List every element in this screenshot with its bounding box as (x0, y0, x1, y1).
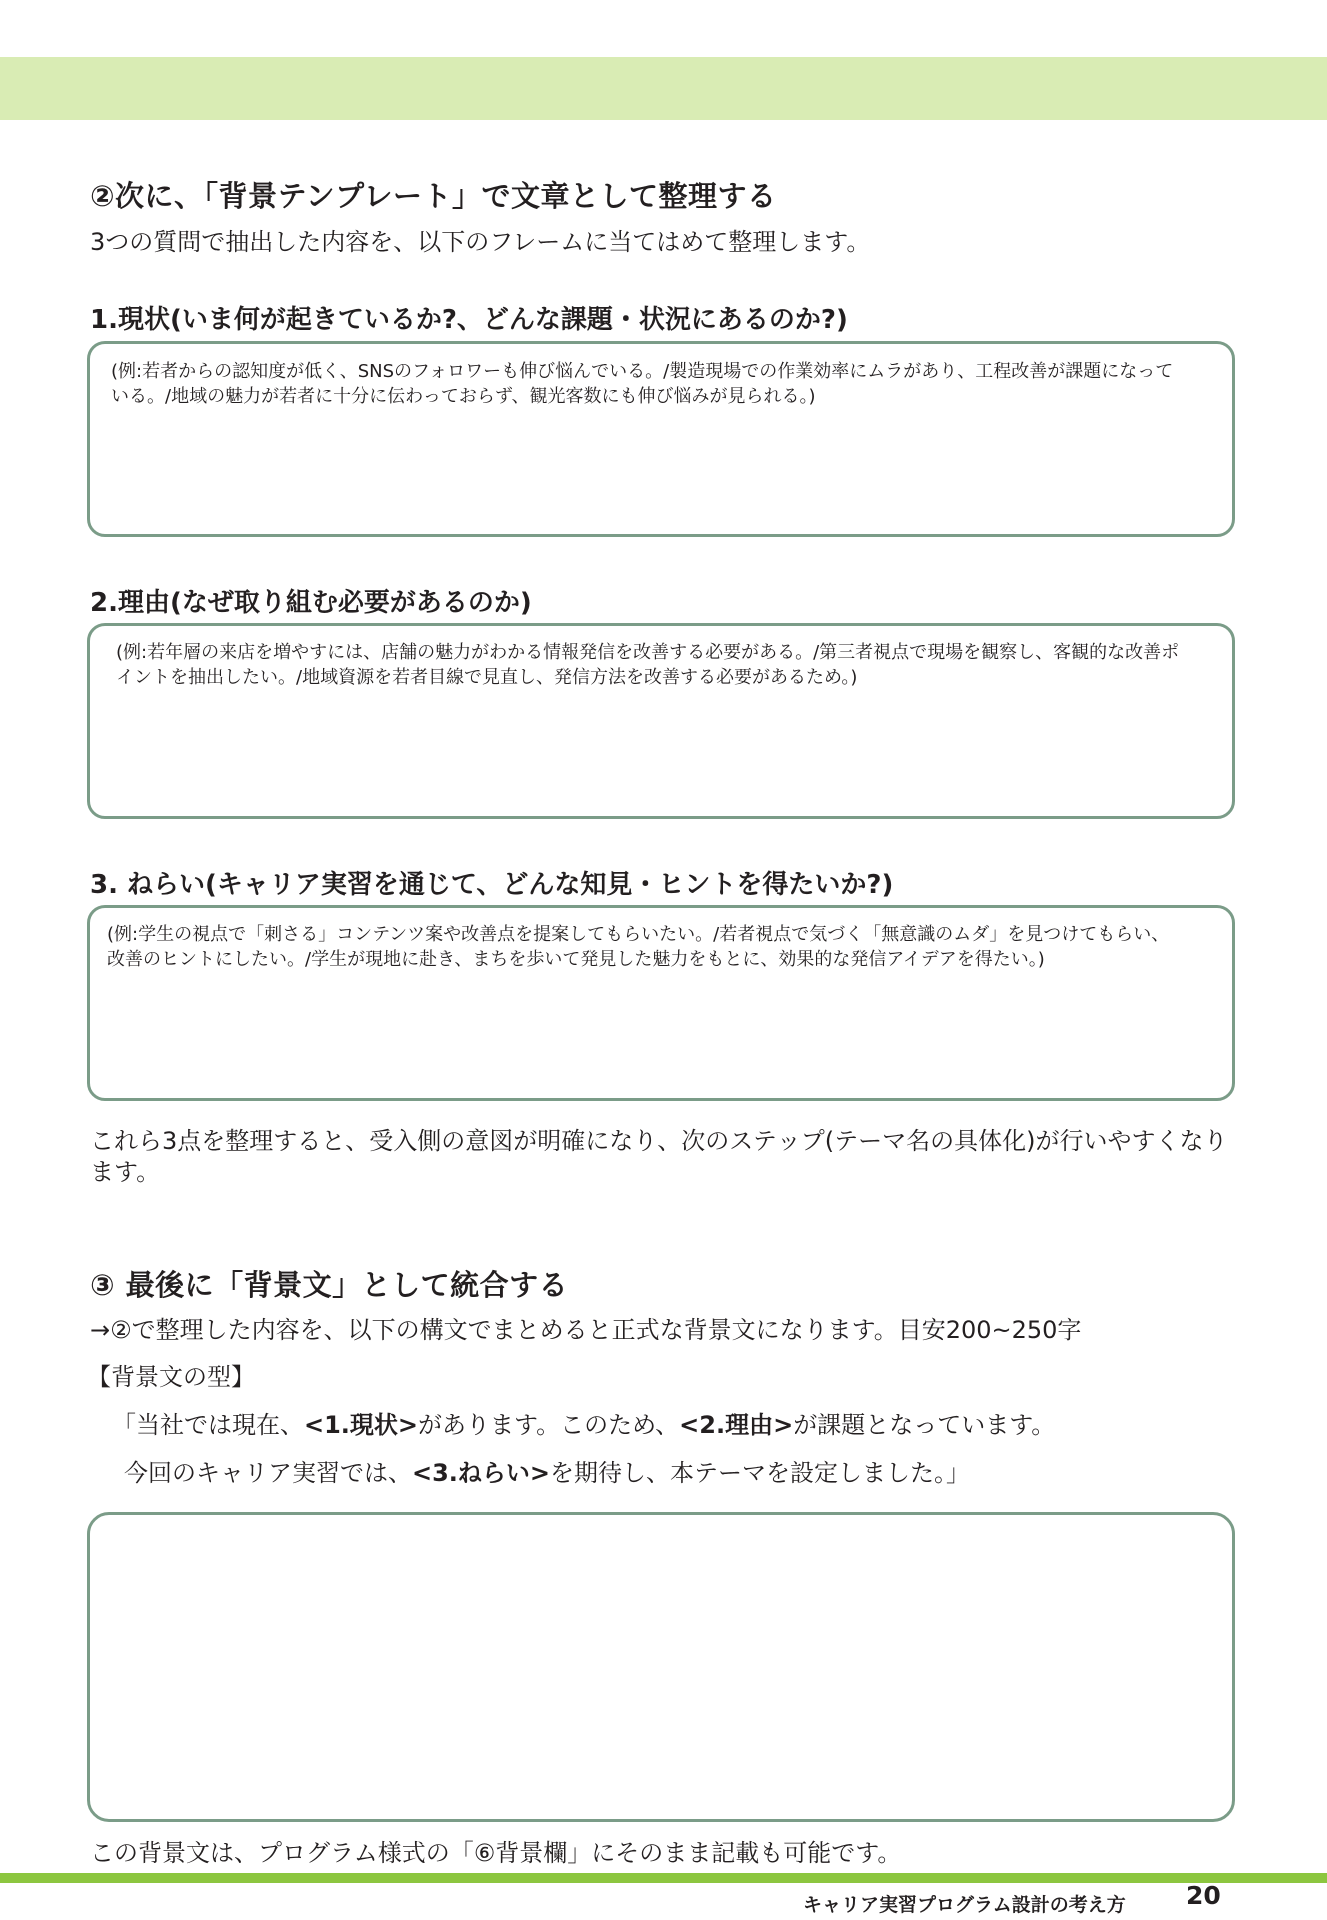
item1-example-text: (例:若者からの認知度が低く、SNSのフォロワーも伸び悩んでいる。/製造現場での作業効率にムラがあり、工程改善が課題になっている。/地域の魅力が若者に十分に伝わっておらず、観光客数にも伸び悩みが見られる。) (111, 361, 1174, 407)
background-statement-input-box[interactable] (87, 1512, 1235, 1822)
step3-intro: →②で整理した内容を、以下の構文でまとめると正式な背景文になります。目安200~250字 (90, 1316, 1082, 1344)
template-line1-part1: 「当社では現在、 (112, 1411, 304, 1439)
item3-heading: 3. ねらい(キャリア実習を通じて、どんな知見・ヒントを得たいか?) (90, 870, 894, 900)
placeholder-genjo: <1.現状> (304, 1411, 419, 1439)
footer-line (0, 1873, 1327, 1883)
item3-input-box[interactable] (87, 905, 1235, 1101)
summary-text: これら3点を整理すると、受入側の意図が明確になり、次のステップ(テーマ名の具体化)が行いやすくなります。 (90, 1127, 1228, 1186)
top-header-band (0, 57, 1327, 120)
step2-intro: 3つの質問で抽出した内容を、以下のフレームに当てはめて整理します。 (90, 228, 871, 256)
page-number: 20 (1186, 1881, 1221, 1910)
template-line-2 (124, 1457, 970, 1490)
template-label: 【背景文の型】 (87, 1363, 255, 1391)
step2-heading: ②次に、「背景テンプレート」で文章として整理する (90, 179, 777, 213)
item2-heading: 2.理由(なぜ取り組む必要があるのか) (90, 588, 532, 618)
item1-heading: 1.現状(いま何が起きているか?、どんな課題・状況にあるのか?) (90, 305, 848, 335)
placeholder-riyu: <2.理由> (679, 1411, 794, 1439)
template-line1-part2: があります。このため、 (418, 1411, 680, 1439)
footer-title: キャリア実習プログラム設計の考え方 (803, 1894, 1126, 1916)
template-line1-part3: が課題となっています。 (793, 1411, 1056, 1439)
placeholder-nerai: <3.ねらい> (412, 1459, 551, 1487)
item3-example-text: (例:学生の視点で「刺さる」コンテンツ案や改善点を提案してもらいたい。/若者視点で気づく「無意識のムダ」を見つけてもらい、改善のヒントにしたい。/学生が現地に赴き、まちを歩いて発見した魅力をもとに、効果的な発信アイデアを得たい。) (107, 924, 1170, 970)
template-line2-part2: を期待し、本テーマを設定しました。」 (550, 1459, 971, 1487)
item1-input-box[interactable] (87, 341, 1235, 537)
step3-heading: ③ 最後に「背景文」として統合する (90, 1268, 569, 1302)
closing-note: この背景文は、プログラム様式の「⑥背景欄」にそのまま記載も可能です。 (90, 1839, 902, 1867)
template-line2-part1: 今回のキャリア実習では、 (124, 1459, 412, 1487)
item2-example-text: (例:若年層の来店を増やすには、店舗の魅力がわかる情報発信を改善する必要がある。/第三者視点で現場を観察し、客観的な改善ポイントを抽出したい。/地域資源を若者目線で見直し、発信方法を改善する必要があるため。) (116, 642, 1180, 688)
template-line-1 (112, 1409, 1055, 1442)
item2-input-box[interactable] (87, 623, 1235, 819)
